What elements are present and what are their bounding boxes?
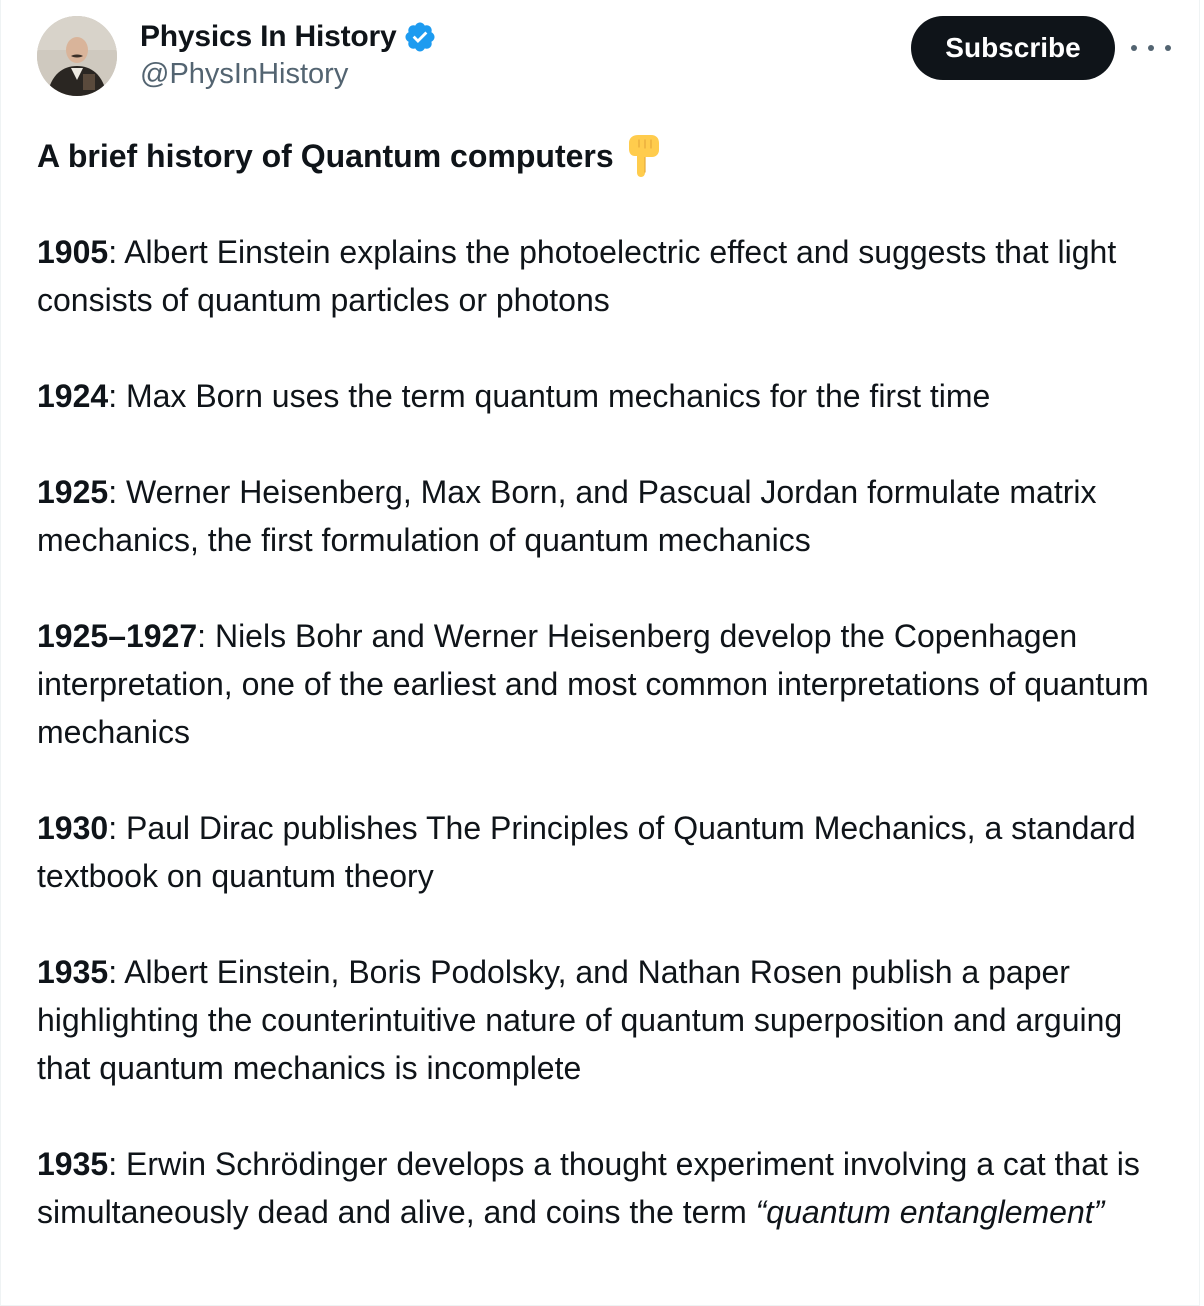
entry-text: : Werner Heisenberg, Max Born, and Pascual Jordan formulate matrix mechanics, the first formulation of quantum mechanics (37, 474, 1097, 558)
entry-year: 1925–1927 (37, 618, 198, 654)
timeline-entry (37, 372, 1177, 420)
more-dot (1165, 45, 1171, 51)
entry-text: : Max Born uses the term quantum mechanics for the first time (108, 378, 991, 414)
entry-text: : Paul Dirac publishes The Principles of Quantum Mechanics, a standard textbook on quantum theory (37, 810, 1136, 894)
verified-badge-icon[interactable] (403, 20, 437, 54)
entry-year: 1935 (37, 954, 109, 990)
subscribe-button[interactable]: Subscribe (911, 16, 1115, 80)
entry-italic-term: “quantum entanglement” (755, 1194, 1105, 1230)
avatar[interactable] (37, 16, 117, 96)
entry-text: : Niels Bohr and Werner Heisenberg develop the Copenhagen interpretation, one of the earliest and most common interpretations of quantum mechanics (37, 618, 1149, 750)
entry-year: 1924 (37, 378, 109, 414)
timeline-entry (37, 948, 1177, 1092)
more-dot (1131, 45, 1137, 51)
timeline-entry (37, 228, 1177, 324)
timeline-entry (37, 468, 1177, 564)
more-options-icon[interactable] (1131, 38, 1171, 58)
post-headline-row (37, 132, 1177, 180)
entry-year: 1925 (37, 474, 109, 510)
point-down-icon (624, 134, 664, 178)
timeline-entry (37, 804, 1177, 900)
entry-year: 1935 (37, 1146, 109, 1182)
more-dot (1148, 45, 1154, 51)
entry-text: : Erwin Schrödinger develops a thought experiment involving a cat that is simultaneously dead and alive, and coins the term (37, 1146, 1140, 1230)
author-block (140, 18, 437, 91)
tweet-body (37, 132, 1177, 1236)
tweet-header (37, 16, 1199, 96)
author-handle[interactable]: @PhysInHistory (140, 58, 349, 90)
avatar-portrait-image (37, 16, 117, 96)
timeline-entry (37, 612, 1177, 756)
entry-text: : Albert Einstein, Boris Podolsky, and Nathan Rosen publish a paper highlighting the counterintuitive nature of quantum superposition and arguing that quantum mechanics is incomplete (37, 954, 1123, 1086)
timeline-entry (37, 1140, 1177, 1236)
post-headline: A brief history of Quantum computers (37, 138, 614, 174)
entry-year: 1930 (37, 810, 109, 846)
display-name-row (140, 18, 437, 56)
entry-text: : Albert Einstein explains the photoelectric effect and suggests that light consists of quantum particles or photons (37, 234, 1117, 318)
author-display-name[interactable]: Physics In History (140, 20, 397, 53)
entry-year: 1905 (37, 234, 109, 270)
